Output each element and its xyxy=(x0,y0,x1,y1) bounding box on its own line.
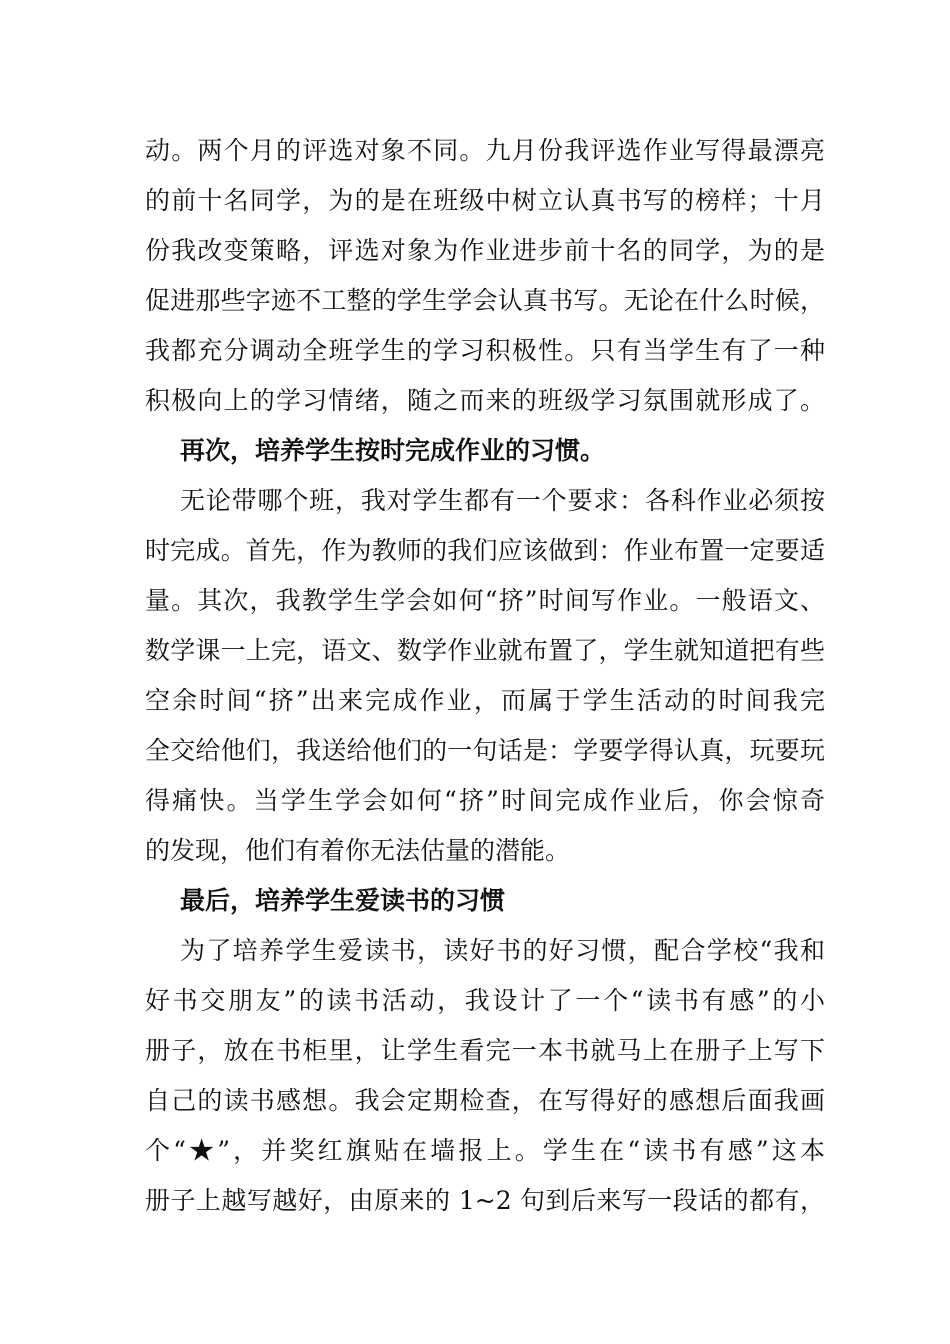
section-heading: 最后，培养学生爱读书的习惯 xyxy=(180,886,506,915)
paragraph-line: 个“★”，并奖红旗贴在墙报上。学生在“读书有感”这本 xyxy=(145,1136,825,1165)
paragraph-line: 册子上越写越好，由原来的 1~2 句到后来写一段话的都有， xyxy=(145,1186,825,1215)
paragraph-line: 积极向上的学习情绪，随之而来的班级学习氛围就形成了。 xyxy=(145,386,825,415)
paragraph-line: 促进那些字迹不工整的学生学会认真书写。无论在什么时候， xyxy=(145,286,825,315)
paragraph-line: 全交给他们，我送给他们的一句话是：学要学得认真，玩要玩 xyxy=(145,736,825,765)
paragraph-line: 为了培养学生爱读书，读好书的好习惯，配合学校“我和 xyxy=(180,936,825,965)
paragraph-line: 动。两个月的评选对象不同。九月份我评选作业写得最漂亮 xyxy=(145,136,825,165)
paragraph-line: 时完成。首先，作为教师的我们应该做到：作业布置一定要适 xyxy=(145,536,825,565)
paragraph-line: 数学课一上完，语文、数学作业就布置了，学生就知道把有些 xyxy=(145,636,825,665)
paragraph-line: 的发现，他们有着你无法估量的潜能。 xyxy=(145,836,571,865)
paragraph-line: 的前十名同学，为的是在班级中树立认真书写的榜样；十月 xyxy=(145,186,825,215)
paragraph-line: 册子，放在书柜里，让学生看完一本书就马上在册子上写下 xyxy=(145,1036,825,1065)
paragraph-line: 量。其次，我教学生学会如何“挤”时间写作业。一般语文、 xyxy=(145,586,825,615)
paragraph-line: 空余时间“挤”出来完成作业，而属于学生活动的时间我完 xyxy=(145,686,825,715)
paragraph-line: 好书交朋友”的读书活动，我设计了一个“读书有感”的小 xyxy=(145,986,825,1015)
section-heading: 再次，培养学生按时完成作业的习惯。 xyxy=(180,436,606,465)
paragraph-line: 自己的读书感想。我会定期检查，在写得好的感想后面我画 xyxy=(145,1086,825,1115)
paragraph-line: 份我改变策略，评选对象为作业进步前十名的同学，为的是 xyxy=(145,236,825,265)
paragraph-line: 无论带哪个班，我对学生都有一个要求：各科作业必须按 xyxy=(180,486,825,515)
paragraph-line: 得痛快。当学生学会如何“挤”时间完成作业后，你会惊奇 xyxy=(145,786,825,815)
paragraph-line: 我都充分调动全班学生的学习积极性。只有当学生有了一种 xyxy=(145,336,825,365)
